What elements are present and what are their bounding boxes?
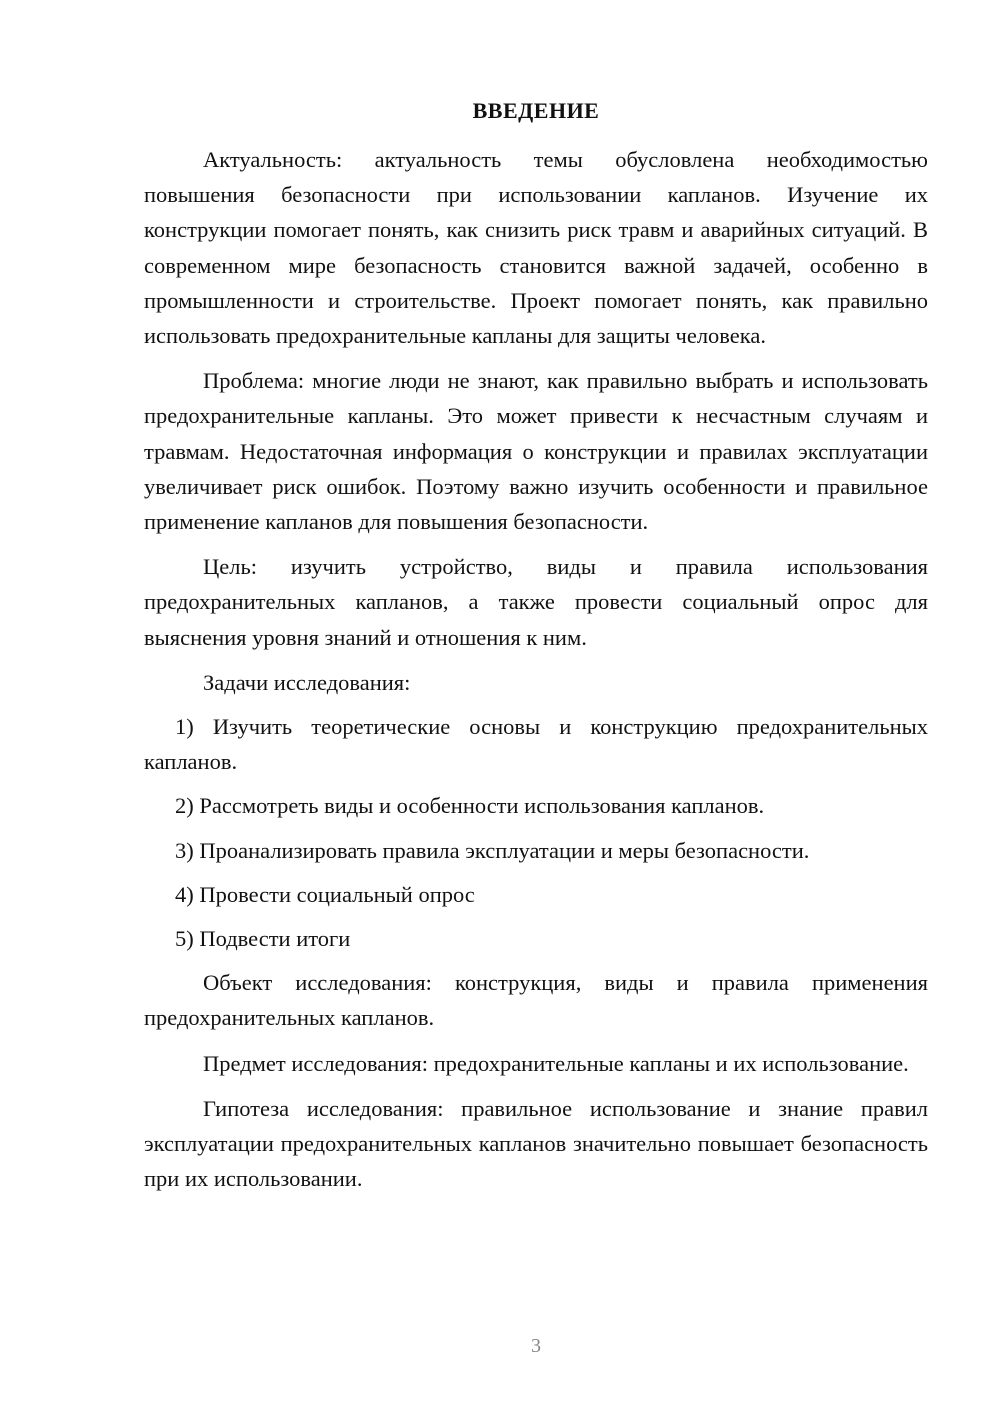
paragraph-relevance: Актуальность: актуальность темы обусловлена необходимостью повышения безопасности при использовании капланов. Изучение их конструкции помогает понять, как снизить риск травм и аварийных ситуаций. В современном мире безопасность становится важной задачей, особенно в промышленности и строительстве. Проект помогает понять, как правильно использовать предохранительные капланы для защиты человека. bbox=[144, 147, 928, 349]
paragraph-hypothesis: Гипотеза исследования: правильное использование и знание правил эксплуатации предохранительных капланов значительно повышает безопасность при их использовании. bbox=[144, 1095, 928, 1192]
paragraph-goal: Цель: изучить устройство, виды и правила использования предохранительных капланов, а также провести социальный опрос для выяснения уровня знаний и отношения к ним. bbox=[144, 554, 928, 650]
task-item-3: 3) Проанализировать правила эксплуатации и меры безопасности. bbox=[175, 837, 810, 863]
paragraph-problem: Проблема: многие люди не знают, как правильно выбрать и использовать предохранительные капланы. Это может привести к несчастным случаям и травмам. Недостаточная информация о конструкции и правилах эксплуатации увеличивает риск ошибок. Поэтому важно изучить особенности и правильное применение капланов для повышения безопасности. bbox=[144, 368, 928, 535]
section-title: ВВЕДЕНИЕ bbox=[472, 98, 600, 123]
paragraph-tasks-heading: Задачи исследования: bbox=[203, 669, 411, 695]
paragraph-subject: Предмет исследования: предохранительные капланы и их использование. bbox=[203, 1050, 909, 1076]
page-number: 3 bbox=[531, 1335, 541, 1357]
task-item-2: 2) Рассмотреть виды и особенности использования капланов. bbox=[175, 793, 765, 819]
paragraph-object: Объект исследования: конструкция, виды и правила применения предохранительных капланов. bbox=[144, 970, 928, 1031]
task-item-5: 5) Подвести итоги bbox=[175, 926, 351, 952]
task-item-1: 1) Изучить теоретические основы и конструкцию предохранительных капланов. bbox=[144, 714, 928, 775]
task-item-4: 4) Провести социальный опрос bbox=[175, 881, 475, 907]
document-body bbox=[144, 142, 928, 1196]
